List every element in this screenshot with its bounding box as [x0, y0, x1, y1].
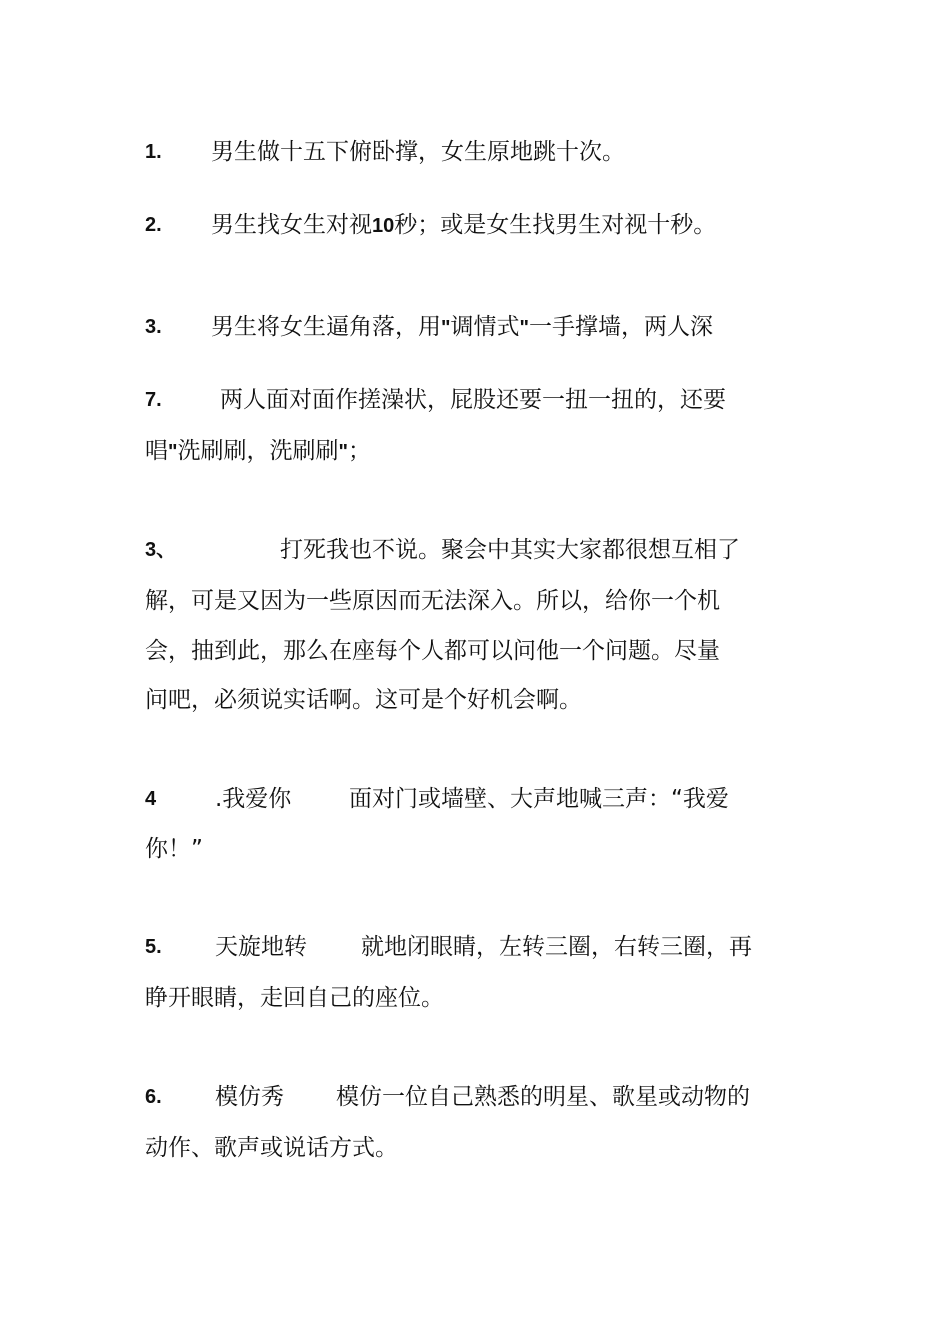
item-text: 男生找女生对视10秒；或是女生找男生对视十秒。 — [211, 212, 717, 238]
item-title: 天旋地转 — [215, 934, 307, 960]
item-number: 3、 — [145, 539, 177, 561]
item-text: 问吧，必须说实话啊。这可是个好机会啊。 — [145, 687, 582, 713]
list-item-continuation — [145, 834, 810, 864]
list-item-continuation — [145, 1133, 810, 1163]
item-text: 两人面对面作搓澡状，屁股还要一扭一扭的，还要 — [220, 387, 726, 413]
list-item-continuation — [145, 586, 810, 616]
item-text: 会，抽到此，那么在座每个人都可以问他一个问题。尽量 — [145, 638, 720, 664]
item-number: 3. — [145, 316, 162, 338]
item-description: 面对门或墙壁、大声地喊三声：“我爱 — [349, 786, 729, 812]
list-item — [145, 932, 810, 962]
item-description: 模仿一位自己熟悉的明星、歌星或动物的 — [336, 1084, 750, 1110]
list-item-continuation — [145, 636, 810, 666]
list-item — [145, 1082, 810, 1112]
item-text: 唱"洗刷刷，洗刷刷"； — [145, 438, 371, 464]
item-description: 就地闭眼睛，左转三圈，右转三圈，再 — [361, 934, 752, 960]
item-text: 动作、歌声或说话方式。 — [145, 1135, 398, 1161]
item-text: 睁开眼睛，走回自己的座位。 — [145, 985, 444, 1011]
item-text: 你！” — [145, 836, 203, 862]
item-number: 1. — [145, 141, 162, 163]
item-title: .我爱你 — [215, 786, 292, 812]
item-number: 4 — [145, 788, 157, 810]
item-text: 男生做十五下俯卧撑，女生原地跳十次。 — [211, 139, 625, 165]
item-text: 打死我也不说。聚会中其实大家都很想互相了 — [280, 537, 740, 563]
list-item — [145, 784, 810, 814]
item-text: 解，可是又因为一些原因而无法深入。所以，给你一个机 — [145, 588, 720, 614]
item-text: 男生将女生逼角落，用"调情式"一手撑墙，两人深 — [211, 314, 713, 340]
item-title: 模仿秀 — [215, 1084, 284, 1110]
list-item — [145, 312, 810, 342]
list-item — [145, 210, 810, 240]
list-item — [145, 137, 810, 167]
list-item-continuation — [145, 685, 810, 715]
item-number: 7. — [145, 389, 162, 411]
list-item — [145, 385, 810, 415]
list-item — [145, 535, 810, 565]
item-number: 2. — [145, 214, 162, 236]
item-number: 6. — [145, 1086, 162, 1108]
item-number: 5. — [145, 936, 162, 958]
list-item-continuation — [145, 983, 810, 1013]
list-item-continuation — [145, 436, 810, 466]
